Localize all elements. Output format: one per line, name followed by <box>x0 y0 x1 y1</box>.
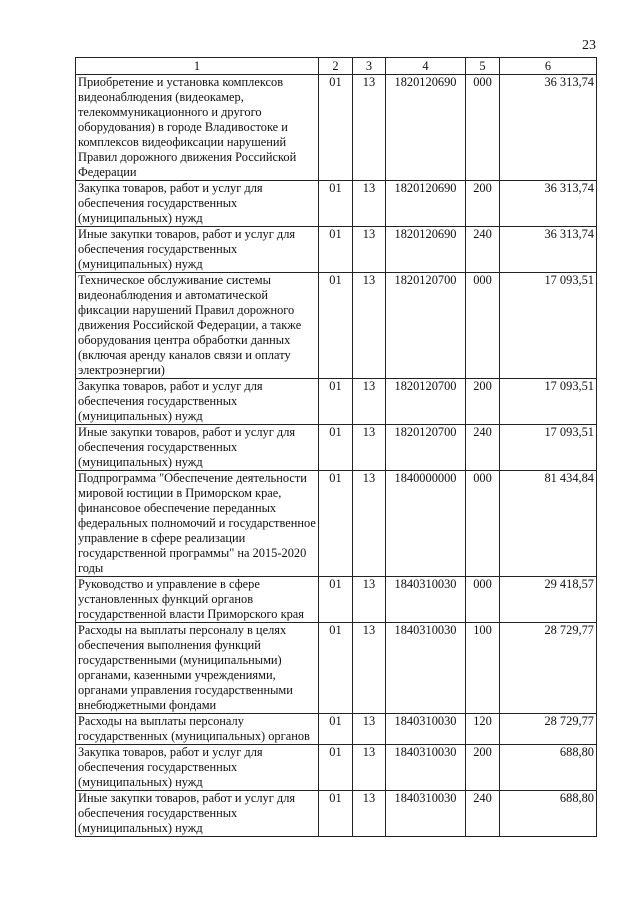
table-row <box>76 623 597 714</box>
subsection-code: 13 <box>353 75 386 181</box>
amount-value: 36 313,74 <box>500 227 597 273</box>
expense-type-code: 200 <box>466 181 500 227</box>
target-article-code: 1840000000 <box>386 471 466 577</box>
target-article-code: 1840310030 <box>386 577 466 623</box>
expense-type-code: 200 <box>466 745 500 791</box>
subsection-code: 13 <box>353 623 386 714</box>
target-article-code: 1820120690 <box>386 181 466 227</box>
target-article-code: 1820120690 <box>386 227 466 273</box>
expense-type-code: 200 <box>466 379 500 425</box>
column-header: 2 <box>319 58 353 75</box>
row-description: Иные закупки товаров, работ и услуг для обеспечения государственных (муниципальных) нужд <box>76 425 319 471</box>
section-code: 01 <box>319 227 353 273</box>
expense-type-code: 120 <box>466 714 500 745</box>
amount-value: 688,80 <box>500 745 597 791</box>
row-description: Подпрограмма "Обеспечение деятельности мировой юстиции в Приморском крае, финансовое обеспечение переданных федеральных полномочий и государственное управление в сфере реализации государственной программы" на 2015-2020 годы <box>76 471 319 577</box>
row-description: Руководство и управление в сфере установленных функций органов государственной власти Приморского края <box>76 577 319 623</box>
target-article-code: 1840310030 <box>386 623 466 714</box>
budget-table <box>75 57 597 837</box>
expense-type-code: 240 <box>466 227 500 273</box>
table-row <box>76 379 597 425</box>
table-row <box>76 425 597 471</box>
column-header: 5 <box>466 58 500 75</box>
column-header: 6 <box>500 58 597 75</box>
expense-type-code: 240 <box>466 791 500 837</box>
amount-value: 36 313,74 <box>500 181 597 227</box>
section-code: 01 <box>319 471 353 577</box>
column-header: 3 <box>353 58 386 75</box>
amount-value: 36 313,74 <box>500 75 597 181</box>
subsection-code: 13 <box>353 745 386 791</box>
header-row <box>76 58 597 75</box>
target-article-code: 1820120690 <box>386 75 466 181</box>
table-row <box>76 714 597 745</box>
target-article-code: 1820120700 <box>386 273 466 379</box>
amount-value: 17 093,51 <box>500 273 597 379</box>
row-description: Приобретение и установка комплексов видеонаблюдения (видеокамер, телекоммуникационного и другого оборудования) в городе Владивостоке и комплексов видеофиксации нарушений Правил дорожного движения Российской Федерации <box>76 75 319 181</box>
amount-value: 81 434,84 <box>500 471 597 577</box>
amount-value: 29 418,57 <box>500 577 597 623</box>
row-description: Закупка товаров, работ и услуг для обеспечения государственных (муниципальных) нужд <box>76 745 319 791</box>
table-row <box>76 791 597 837</box>
expense-type-code: 100 <box>466 623 500 714</box>
amount-value: 28 729,77 <box>500 623 597 714</box>
row-description: Расходы на выплаты персоналу в целях обеспечения выполнения функций государственными (муниципальными) органами, казенными учреждениями, органами управления государственными внебюджетными фондами <box>76 623 319 714</box>
subsection-code: 13 <box>353 577 386 623</box>
table-row <box>76 227 597 273</box>
table-row <box>76 577 597 623</box>
amount-value: 17 093,51 <box>500 379 597 425</box>
row-description: Закупка товаров, работ и услуг для обеспечения государственных (муниципальных) нужд <box>76 181 319 227</box>
row-description: Закупка товаров, работ и услуг для обеспечения государственных (муниципальных) нужд <box>76 379 319 425</box>
section-code: 01 <box>319 714 353 745</box>
section-code: 01 <box>319 181 353 227</box>
section-code: 01 <box>319 577 353 623</box>
expense-type-code: 000 <box>466 273 500 379</box>
section-code: 01 <box>319 425 353 471</box>
table-row <box>76 471 597 577</box>
page-number: 23 <box>582 38 596 53</box>
subsection-code: 13 <box>353 471 386 577</box>
subsection-code: 13 <box>353 425 386 471</box>
target-article-code: 1840310030 <box>386 791 466 837</box>
subsection-code: 13 <box>353 379 386 425</box>
expense-type-code: 000 <box>466 75 500 181</box>
section-code: 01 <box>319 791 353 837</box>
subsection-code: 13 <box>353 227 386 273</box>
table-header <box>76 58 597 75</box>
table-row <box>76 75 597 181</box>
expense-type-code: 240 <box>466 425 500 471</box>
expense-type-code: 000 <box>466 471 500 577</box>
table-row <box>76 181 597 227</box>
target-article-code: 1820120700 <box>386 425 466 471</box>
subsection-code: 13 <box>353 791 386 837</box>
section-code: 01 <box>319 75 353 181</box>
section-code: 01 <box>319 273 353 379</box>
subsection-code: 13 <box>353 273 386 379</box>
amount-value: 17 093,51 <box>500 425 597 471</box>
column-header: 1 <box>76 58 319 75</box>
amount-value: 688,80 <box>500 791 597 837</box>
table-row <box>76 273 597 379</box>
amount-value: 28 729,77 <box>500 714 597 745</box>
row-description: Расходы на выплаты персоналу государственных (муниципальных) органов <box>76 714 319 745</box>
target-article-code: 1820120700 <box>386 379 466 425</box>
row-description: Иные закупки товаров, работ и услуг для обеспечения государственных (муниципальных) нужд <box>76 791 319 837</box>
expense-type-code: 000 <box>466 577 500 623</box>
table-row <box>76 745 597 791</box>
column-header: 4 <box>386 58 466 75</box>
row-description: Техническое обслуживание системы видеонаблюдения и автоматической фиксации нарушений Правил дорожного движения Российской Федерации, а также оборудования центра обработки данных (включая аренду каналов связи и оплату электроэнергии) <box>76 273 319 379</box>
target-article-code: 1840310030 <box>386 745 466 791</box>
target-article-code: 1840310030 <box>386 714 466 745</box>
row-description: Иные закупки товаров, работ и услуг для обеспечения государственных (муниципальных) нужд <box>76 227 319 273</box>
section-code: 01 <box>319 623 353 714</box>
subsection-code: 13 <box>353 181 386 227</box>
subsection-code: 13 <box>353 714 386 745</box>
section-code: 01 <box>319 379 353 425</box>
section-code: 01 <box>319 745 353 791</box>
table-body <box>76 75 597 837</box>
